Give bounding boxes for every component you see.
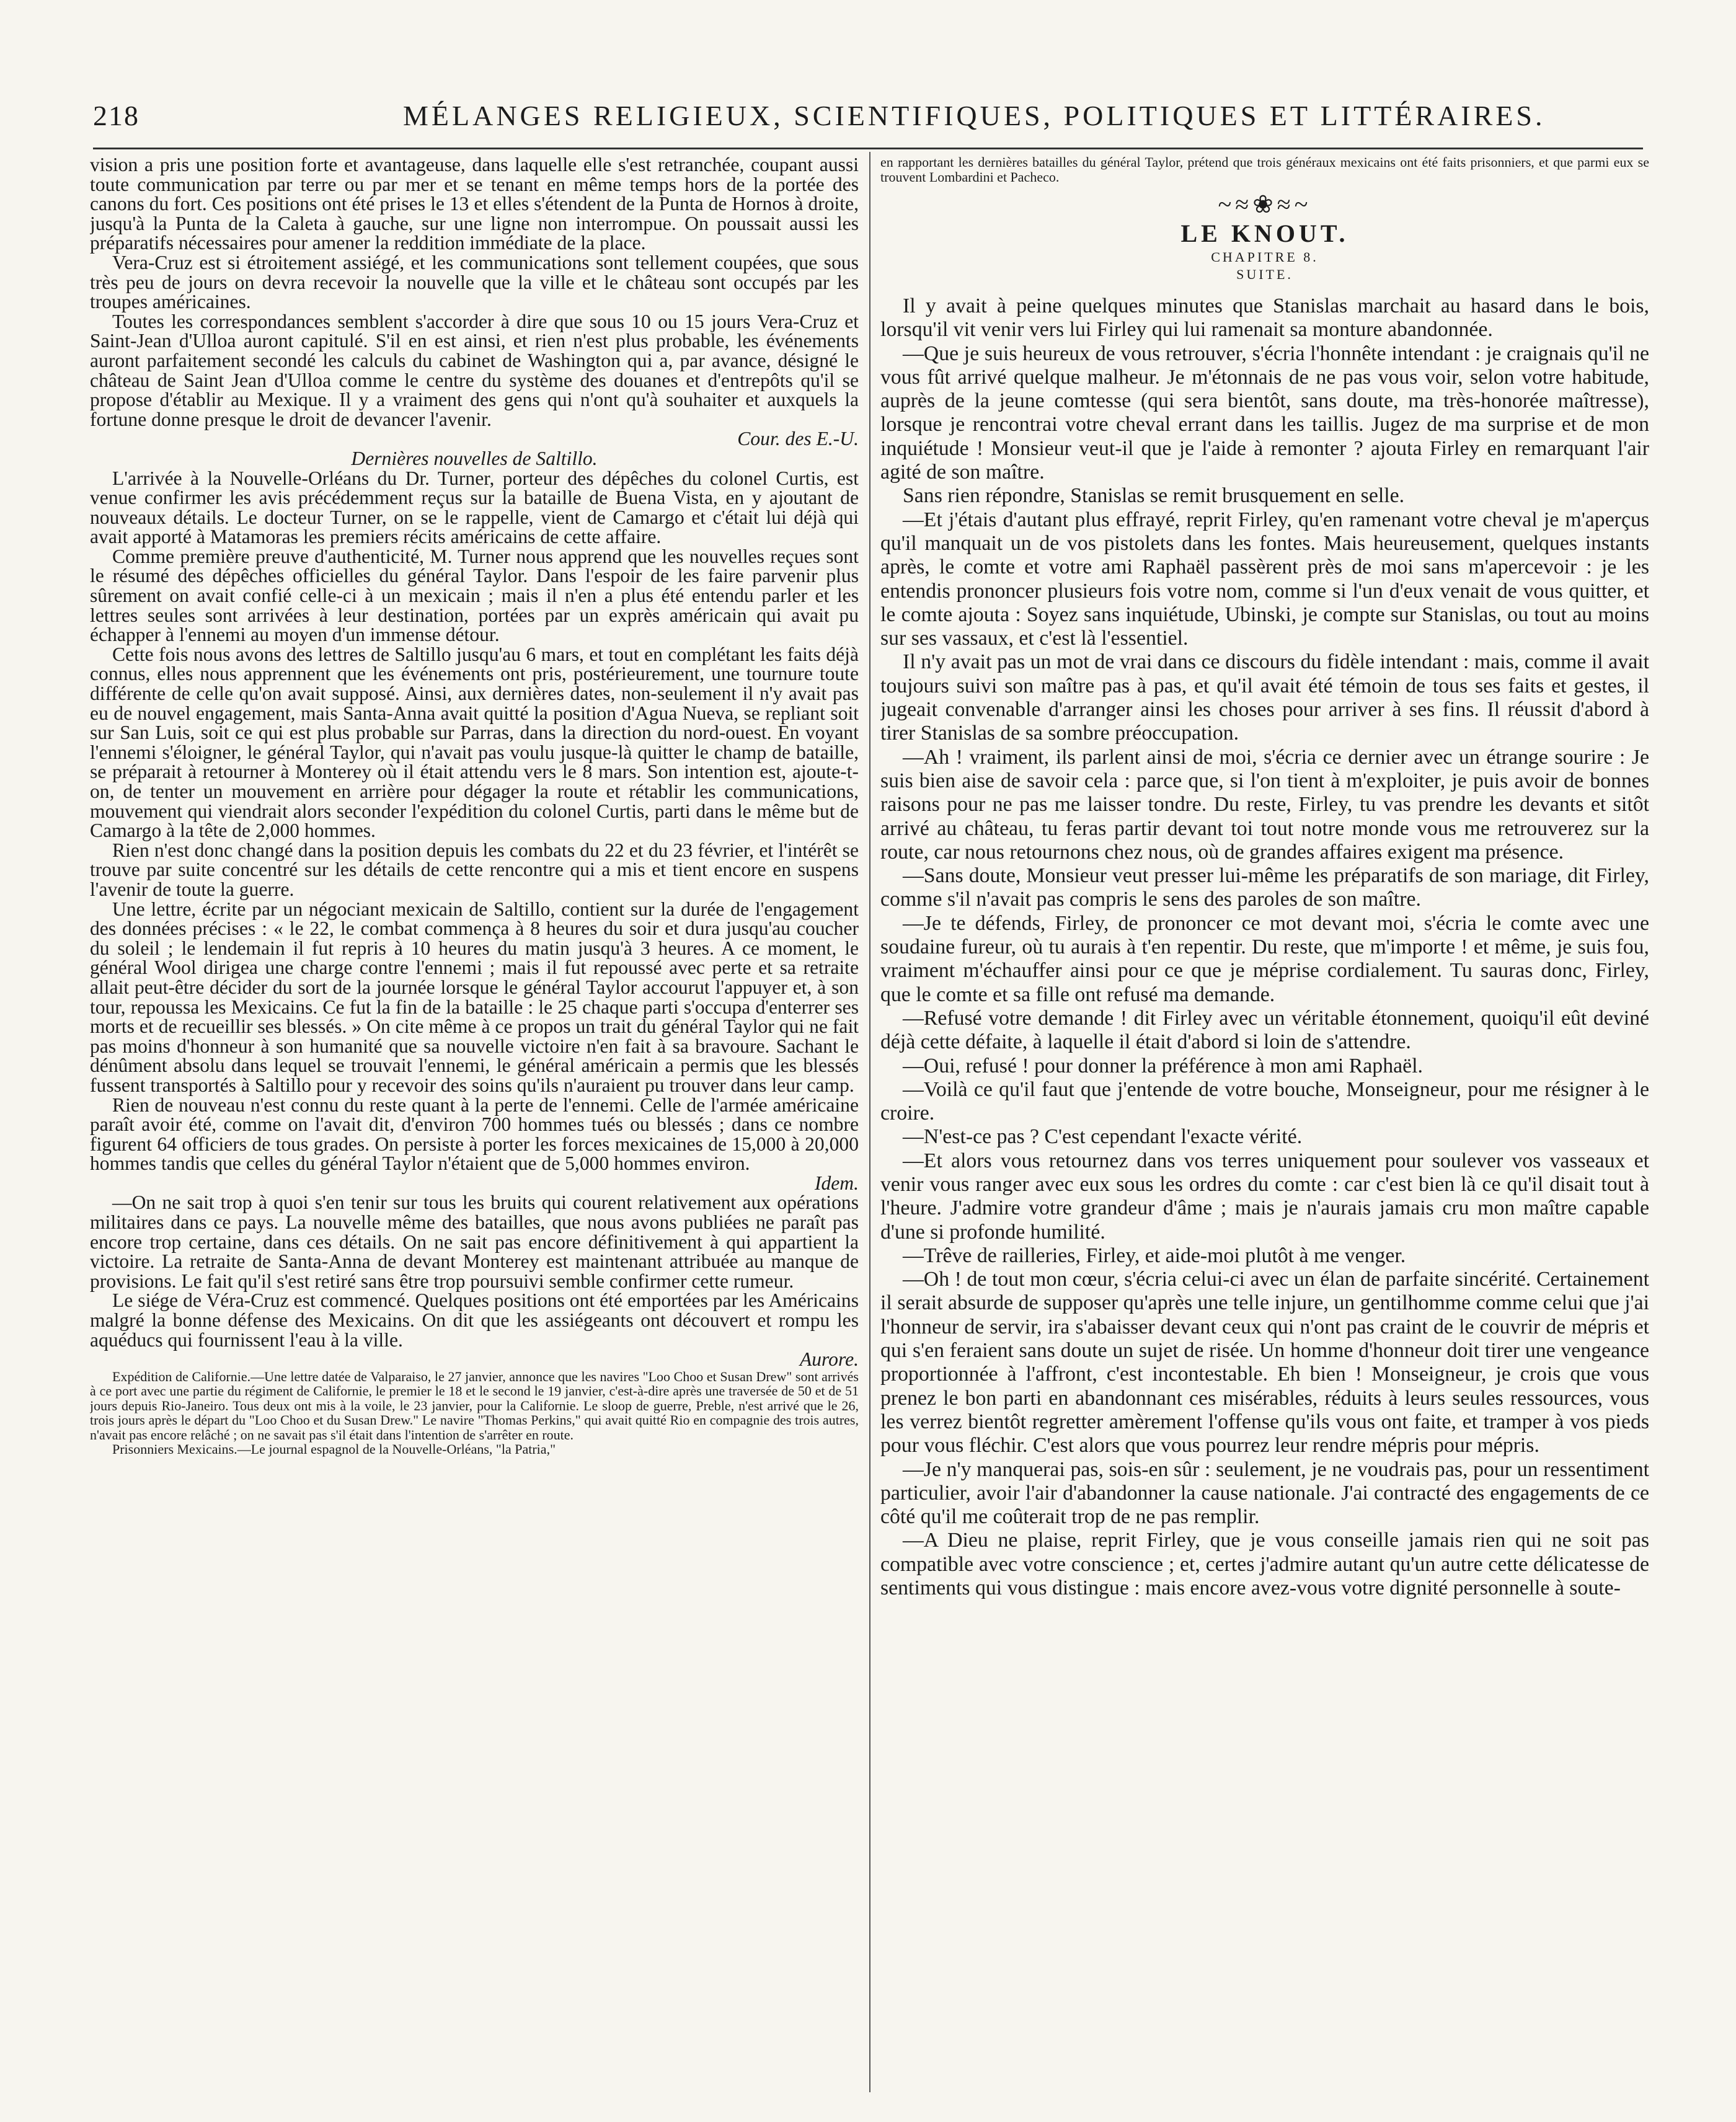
news-brief-continued: en rapportant les dernières batailles du général Taylor, prétend que trois généraux mexicains ont été faits prisonniers, et que parmi eux se trouvent Lombardini et Pacheco. [880,155,1649,185]
paragraph: Rien n'est donc changé dans la position depuis les combats du 22 et du 23 février, et l'intérêt se trouve par suite concentré sur les détails de cette rencontre qui a mis et tient encore en suspens l'avenir de toute la guerre. [90,839,859,900]
feuilleton-title: LE KNOUT. [1180,219,1349,247]
paragraph: Le siége de Véra-Cruz est commencé. Quelques positions ont été emportées par les Américains malgré la bonne défense des Mexicains. On dit que les assiégeants ont découvert et rompu les aquéducs qui fournissent l'eau à la ville. [90,1289,859,1351]
header-rule [93,148,1643,149]
suite-label: SUITE. [1236,267,1293,282]
paragraph: Comme première preuve d'authenticité, M. Turner nous apprend que les nouvelles reçues sont le résumé des dépêches officielles du général Taylor. Dans l'espoir de les faire parvenir plus sûrement on avait confié celle-ci à un mexicain ; mais il n'en a plus été entendu parler et les lettres seules sont arrivées à leur destination, portées par un exprès américain qui avait pu échapper à l'ennemi au moyen d'un immense détour. [90,545,859,646]
paragraph: —Sans doute, Monsieur veut presser lui-même les préparatifs de son mariage, dit Firley, comme s'il n'avait pas compris le sens des paroles de son maître. [880,864,1649,911]
chapter-label: CHAPITRE 8. [1211,249,1319,265]
paragraph: —Je te défends, Firley, de prononcer ce mot devant moi, s'écria le comte avec une soudaine fureur, où tu aurais à t'en repentir. Du reste, que m'importe ! et même, je suis fou, vraiment m'échauffer ainsi pour ce que je méprise cordialement. Tu sauras donc, Firley, que le comte et sa fille ont refusé ma demande. [880,911,1649,1006]
right-column [880,155,1649,2095]
paragraph: —Refusé votre demande ! dit Firley avec un véritable étonnement, quoiqu'il eût deviné déjà cette défaite, à laquelle il était d'abord si loin de s'attendre. [880,1006,1649,1054]
paragraph: —Et j'étais d'autant plus effrayé, reprit Firley, qu'en ramenant votre cheval je m'aperçus qu'il manquait un de vos pistolets dans les fontes. Mais heureusement, quelques instants après, le comte et votre ami Raphaël passèrent près de moi sans m'apercevoir : je les entendis prononcer plusieurs fois votre nom, comme si l'un d'eux venait de vous quitter, et le comte ajouta : Soyez sans inquiétude, Ubinski, je compte sur Stanislas, ou tout au moins sur ses vassaux, et c'est là l'essentiel. [880,508,1649,650]
section-subheading: Dernières nouvelles de Saltillo. [351,447,598,469]
paragraph: —On ne sait trop à quoi s'en tenir sur tous les bruits qui courent relativement aux opérations militaires dans ce pays. La nouvelle même des batailles, que nous avons publiées ne paraît pas encore trop certaine, dans ces détails. On ne sait pas encore définitivement à qui appartient la victoire. La retraite de Santa-Anna de devant Monterey est maintenant attribuée au manque de provisions. Le fait qu'il s'est retiré sans être trop poursuivi semble confirmer cette rumeur. [90,1191,859,1292]
paragraph: —Que je suis heureux de vous retrouver, s'écria l'honnête intendant : je craignais qu'il ne vous fût arrivé quelque malheur. Je m'étonnais de ne pas vous voir, selon votre habitude, auprès de la jeune comtesse (qui sera bientôt, sans doute, ma très-honorée maîtresse), lorsque je rencontrai votre cheval errant dans les taillis. Jugez de ma surprise et de mon inquiétude ! Monsieur veut-il que je l'aide à remonter ? ajouta Firley en remarquant l'air agité de son maître. [880,342,1649,484]
news-brief: Expédition de Californie.—Une lettre datée de Valparaiso, le 27 janvier, annonce que les navires "Loo Choo et Susan Drew" sont arrivés à ce port avec une partie du régiment de Californie, le premier le 18 et le second le 19 janvier, c'est-à-dire après une traversée de 50 et de 51 jours depuis Rio-Janeiro. Tous deux ont mis à la voile, le 23 janvier, pour la Californie. Le sloop de guerre, Preble, n'est arrivé que le 26, trois jours après le départ du "Loo Choo et du Susan Drew." Le navire "Thomas Perkins," qui avait quitté Rio en compagnie des trois autres, n'avait pas encore relâché ; on ne savait pas s'il était dans l'intention de s'arrêter en route. [90,1368,859,1443]
paragraph: —Ah ! vraiment, ils parlent ainsi de moi, s'écria ce dernier avec un étrange sourire : Je suis bien aise de savoir cela : parce que, si l'on tient à m'exploiter, je puis avoir de bonnes raisons pour ne pas me laisser tondre. Du reste, Firley, tu vas prendre les devants et sitôt arrivé au château, tu feras partir devant toi tout notre monde vous me retrouverez sur la route, car nous retournons chez nous, où de grandes affaires exigent ma présence. [880,745,1649,864]
paragraph: Une lettre, écrite par un négociant mexicain de Saltillo, contient sur la durée de l'engagement des données précises : « le 22, le combat commença à 8 heures du soir et dura jusqu'au coucher du soleil ; le lendemain il fut repris à 10 heures du matin jusqu'à 3 heures. A ce moment, le général Wool dirigea une charge contre l'ennemi ; mais il fut repoussé avec perte et sa retraite allait peut-être décider du sort de la journée lorsque le général Taylor accourut l'appuyer et, à son tour, repoussa les Mexicains. Ce fut la fin de la bataille : le 25 chaque parti s'occupa d'enterrer ses morts et de recueillir ses blessés. » On cite même à ce propos un trait du général Taylor qui ne fait pas moins d'honneur à son humanité que sa nouvelle victoire n'en fait à sa bravoure. Sachant le dénûment absolu dans lequel se trouvait l'ennemi, le général américain a permis que les blessés fussent transportés à Saltillo pour y recevoir des soins qu'ils n'auraient pu trouver dans leur camp. [90,898,859,1096]
paragraph: —N'est-ce pas ? C'est cependant l'exacte vérité. [903,1125,1303,1149]
ornament-divider: ~≈❀≈~ [1218,190,1312,218]
paragraph: L'arrivée à la Nouvelle-Orléans du Dr. Turner, porteur des dépêches du colonel Curtis, est venue confirmer les avis précédemment reçus sur la bataille de Buena Vista, en y ajoutant de nouveaux détails. Le docteur Turner, on se le rappelle, vient de Camargo et c'était lui déjà qui avait apporté à Matamoras les premiers récits américains de cette affaire. [90,467,859,548]
paragraph: —Je n'y manquerai pas, sois-en sûr : seulement, je ne voudrais pas, pour un ressentiment particulier, avoir l'air d'abandonner la cause nationale. J'ai contracté des engagements de ce côté qu'il me coûterait trop de ne pas remplir. [880,1457,1649,1529]
paragraph: —Trêve de railleries, Firley, et aide-moi plutôt à me venger. [903,1244,1406,1267]
paragraph: Sans rien répondre, Stanislas se remit brusquement en selle. [903,484,1405,508]
column-divider [869,152,870,2092]
paragraph: Rien de nouveau n'est connu du reste quant à la perte de l'ennemi. Celle de l'armée américaine paraît avoir été, comme on l'avait dit, d'environ 700 hommes tués ou blessés ; dans ce nombre figurent 64 officiers de tous grades. On persiste à porter les forces mexicaines de 15,000 à 20,000 hommes tandis que celles du général Taylor n'étaient que de 5,000 hommes environ. [90,1094,859,1175]
paragraph: Vera-Cruz est si étroitement assiégé, et les communications sont tellement coupées, que sous très peu de jours on devra recevoir la nouvelle que la ville et le château sont occupés par les troupes américaines. [90,251,859,313]
paragraph: Il n'y avait pas un mot de vrai dans ce discours du fidèle intendant : mais, comme il avait toujours suivi son maître pas à pas, et qu'il avait été témoin de tous ses faits et gestes, il jugeait convenable d'arranger ainsi les choses pour arriver à ses fins. Il réussit d'abord à tirer Stanislas de sa sombre préoccupation. [880,650,1649,745]
paragraph: —Et alors vous retournez dans vos terres uniquement pour soulever vos vasseaux et venir vous ranger avec eux sous les ordres du comte : car c'est bien là ce qu'il disait tout à l'heure. J'admire votre grandeur d'âme ; mais je n'aurais jamais cru mon maître capable d'une si profonde humilité. [880,1149,1649,1244]
source-credit: Aurore. [799,1348,859,1371]
paragraph: —Voilà ce qu'il faut que j'entende de votre bouche, Monseigneur, pour me résigner à le croire. [880,1077,1649,1125]
running-title: MÉLANGES RELIGIEUX, SCIENTIFIQUES, POLITIQUES ET LITTÉRAIRES. [403,100,1546,131]
page-number: 218 [93,100,140,131]
paragraph: —A Dieu ne plaise, reprit Firley, que je vous conseille jamais rien qui ne soit pas compatible avec votre conscience ; et, certes j'admire autant qu'un autre cette délicatesse de sentiments qui vous distingue : mais encore avez-vous votre dignité personnelle à soute- [880,1529,1649,1600]
source-credit: Idem. [814,1172,859,1194]
paragraph: Toutes les correspondances semblent s'accorder à dire que sous 10 ou 15 jours Vera-Cruz et Saint-Jean d'Ulloa auront capitulé. S'il en est ainsi, et rien n'est plus probable, les événements auront parfaitement secondé les calculs du cabinet de Washington qui a, par avance, désigné le château de Saint Jean d'Ulloa comme le centre du système des douanes et d'entrepôts qu'il se propose d'établir au Mexique. Il y a vraiment des gens qui n'ont qu'à souhaiter et auxquels la fortune donne presque le droit de devancer l'avenir. [90,310,859,430]
news-brief: Prisonniers Mexicains.—Le journal espagnol de la Nouvelle-Orléans, "la Patria," [112,1441,556,1457]
source-credit: Cour. des E.-U. [737,428,859,450]
left-column [90,155,859,2095]
paragraph: Il y avait à peine quelques minutes que Stanislas marchait au hasard dans le bois, lorsqu'il vit venir vers lui Firley qui lui ramenait sa monture abandonnée. [880,294,1649,342]
paragraph: Cette fois nous avons des lettres de Saltillo jusqu'au 6 mars, et tout en complétant les faits déjà connus, elles nous apprennent que les événements ont pris, postérieurement, une tournure toute différente de celle qu'on avait supposé. Ainsi, aux dernières dates, non-seulement il n'y avait pas eu de nouvel engagement, mais Santa-Anna avait quitté la position d'Agua Nueva, se repliant soit sur San Luis, soit ce qui est plus probable sur Parras, dans la direction du nord-ouest. En voyant l'ennemi s'éloigner, le général Taylor, qui n'avait pas voulu jusque-là quitter le champ de bataille, se préparait à retourner à Monterey où il était attendu vers le 8 mars. Son intention est, ajoute-t-on, de tenter un mouvement en arrière pour dégager la route et rétablir les communications, mouvement qui viendrait alors seconder l'expédition du colonel Curtis, parti dans le même but de Camargo à la tête de 2,000 hommes. [90,643,859,842]
paragraph: —Oui, refusé ! pour donner la préférence à mon ami Raphaël. [903,1054,1423,1077]
paragraph: —Oh ! de tout mon cœur, s'écria celui-ci avec un élan de parfaite sincérité. Certainement il serait absurde de supposer qu'après une telle injure, un gentilhomme comme celui que j'ai l'honneur de servir, ira s'abaisser devant ceux qui n'ont pas craint de le couvrir de mépris et qui s'en feraient sans doute un sujet de risée. Un homme d'honneur doit tirer une vengeance proportionnée à l'affront, c'est incontestable. Eh bien ! Monseigneur, je crois que vous prenez le bon parti en abandonnant ces misérables, réduits à leurs seules ressources, vous les verrez bientôt regretter amèrement l'offense qu'ils vous ont faite, et tramper à vos pieds pour vous fléchir. C'est alors que vous pourrez leur rendre mépris pour mépris. [880,1268,1649,1457]
page-header [93,99,1643,149]
paragraph: vision a pris une position forte et avantageuse, dans laquelle elle s'est retranchée, coupant aussi toute communication par terre ou par mer et se tenant en même temps hors de la portée des canons du fort. Ces positions ont été prises le 13 et elles s'étendent de la Punta de Hornos à droite, jusqu'à la Punta de la Caleta à gauche, sur une ligne non interrompue. On poussait aussi les préparatifs nécessaires pour amener la reddition immédiate de la place. [90,155,859,254]
